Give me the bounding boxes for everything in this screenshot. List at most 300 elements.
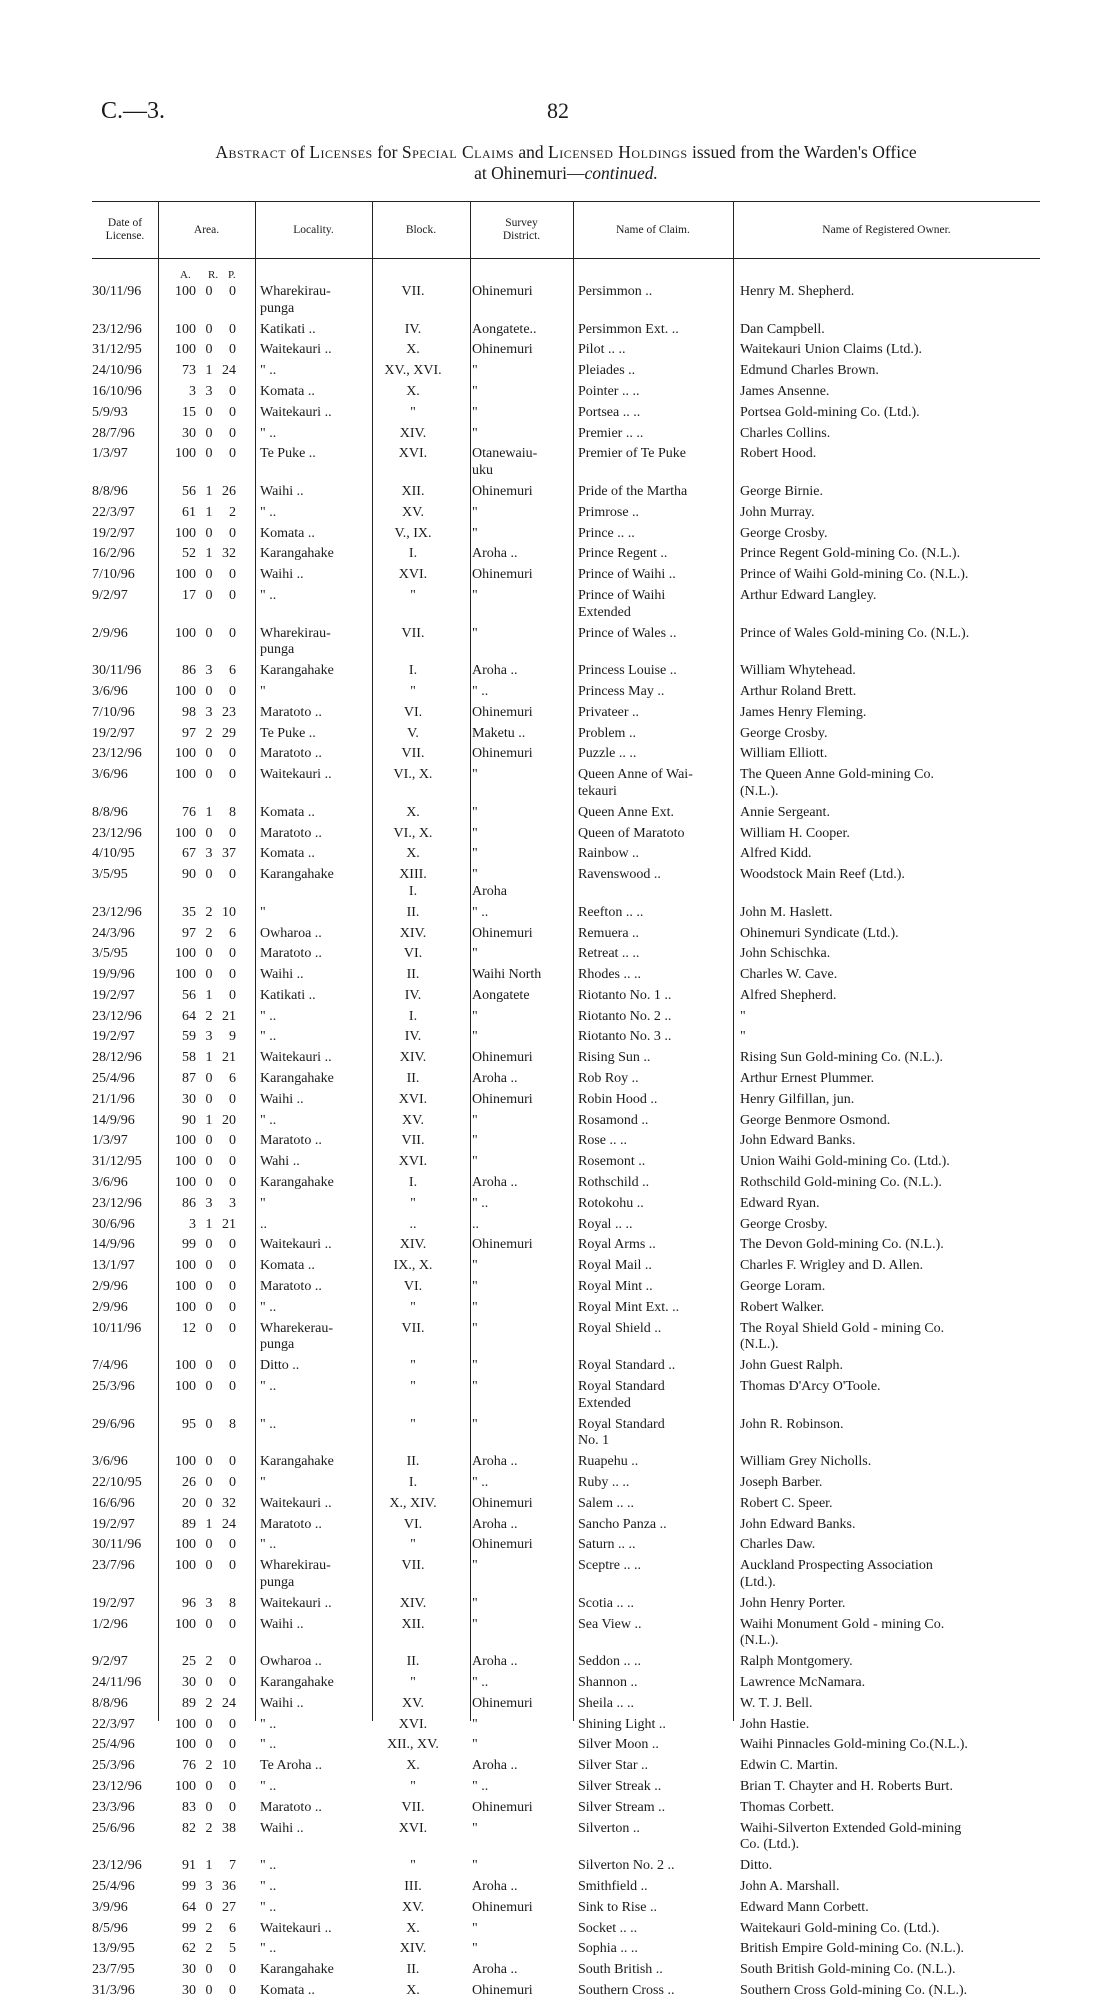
cell-roods: 2 [205,1654,213,1670]
cell-owner: Edmund Charles Brown. [740,363,879,379]
cell-block: VI. [403,704,423,720]
table-row [92,1237,1040,1258]
cell-date: 19/2/97 [92,987,135,1003]
cell-claim-name: Silver Star .. [578,1758,648,1774]
cell-roods: 0 [205,284,213,299]
cell-owner: The Queen Anne Gold-mining Co. (N.L.). [740,767,935,799]
cell-roods: 1 [205,804,213,820]
cell-perches: 24 [222,1695,236,1711]
table-row [92,1258,1040,1279]
cell-date: 14/9/96 [92,1112,135,1128]
cell-block: XIV. [399,1595,427,1611]
cell-block: XVI. [398,1716,428,1732]
title-word: issued from the Warden's Office [691,142,917,162]
table-row [92,967,1040,988]
cell-locality: Karangahake [260,1454,334,1470]
cell-acres: 58 [182,1050,196,1066]
unit-perches: P. [228,269,236,281]
table-row [92,1475,1040,1496]
cell-district: " [472,425,478,441]
cell-locality: " .. [260,1416,277,1432]
cell-acres: 100 [175,1258,196,1274]
cell-claim-name: Royal Mint Ext. .. [578,1299,680,1315]
cell-claim-name: Silver Stream .. [578,1799,666,1815]
cell-claim-name: Prince Regent .. [578,546,668,562]
cell-district: " [472,1379,478,1395]
cell-perches: 0 [229,867,236,883]
cell-date: 23/7/96 [92,1558,135,1574]
cell-acres: 98 [182,704,196,720]
cell-acres: 100 [175,1778,196,1794]
cell-acres: 100 [175,1454,196,1470]
title-continued: continued. [584,163,658,183]
cell-perches: 0 [229,967,236,983]
title-word: of [290,142,305,162]
cell-perches: 0 [229,587,236,603]
table-row [92,1779,1040,1800]
cell-perches: 32 [222,546,236,562]
cell-locality: Katikati .. [260,987,316,1003]
table-row [92,1675,1040,1696]
cell-block: XII. [401,1616,425,1632]
cell-district: Ohinemuri [472,342,533,358]
cell-owner: Arthur Ernest Plummer. [740,1071,875,1087]
cell-district: " [472,1279,478,1295]
cell-roods: 0 [205,1475,213,1491]
cell-roods: 0 [205,1982,213,1998]
cell-acres: 100 [175,1716,196,1732]
cell-roods: 0 [205,1358,213,1374]
cell-owner: John Hastie. [740,1716,810,1732]
cell-district: Waihi North [472,967,542,983]
cell-block: XV. [402,1112,424,1128]
table-row [92,826,1040,847]
cell-block: XIV. [399,925,427,941]
cell-perches: 7 [229,1858,236,1874]
cell-owner: Waihi Pinnacles Gold-mining Co.(N.L.). [740,1737,968,1753]
cell-acres: 100 [175,625,196,641]
col-header-district: Survey District. [502,217,541,242]
cell-date: 23/3/96 [92,1799,135,1815]
cell-perches: 5 [229,1941,236,1957]
cell-roods: 0 [205,946,213,962]
cell-date: 31/3/96 [92,1982,135,1998]
cell-date: 14/9/96 [92,1237,135,1253]
table-row [92,1217,1040,1238]
cell-claim-name: Royal Shield .. [578,1320,662,1336]
cell-owner: George Benmore Osmond. [740,1112,891,1128]
cell-date: 28/12/96 [92,1050,142,1066]
cell-date: 19/2/97 [92,1595,135,1611]
cell-acres: 100 [175,767,196,783]
cell-perches: 0 [229,1654,236,1670]
cell-owner: George Crosby. [740,1216,828,1232]
cell-date: 19/2/97 [92,525,135,541]
cell-roods: 0 [205,446,213,462]
cell-roods: 0 [205,1495,213,1511]
cell-owner: William Grey Nicholls. [740,1454,872,1470]
table-row [92,1717,1040,1738]
cell-block: X. [406,846,420,862]
cell-district: " Aroha [472,867,507,899]
cell-claim-name: Rising Sun .. [578,1050,651,1066]
cell-date: 3/9/96 [92,1899,128,1915]
cell-roods: 3 [205,704,213,720]
cell-claim-name: Queen Anne of Wai- tekauri [578,767,693,799]
cell-claim-name: Pointer .. .. [578,383,640,399]
table-row [92,1071,1040,1092]
cell-block: II. [406,904,420,920]
cell-perches: 36 [222,1878,236,1894]
cell-acres: 100 [175,1279,196,1295]
cell-claim-name: Retreat .. .. [578,946,640,962]
cell-date: 25/4/96 [92,1737,135,1753]
cell-district: " [472,946,478,962]
cell-district: .. [472,1216,479,1232]
cell-owner: Thomas D'Arcy O'Toole. [740,1379,881,1395]
cell-acres: 100 [175,1379,196,1395]
table-row [92,663,1040,684]
table-row [92,705,1040,726]
cell-perches: 10 [222,1758,236,1774]
cell-date: 13/1/97 [92,1258,135,1274]
cell-perches: 8 [229,1416,236,1432]
cell-perches: 10 [222,904,236,920]
cell-roods: 0 [205,1899,213,1915]
cell-date: 30/11/96 [92,663,142,679]
cell-district: Ohinemuri [472,483,533,499]
cell-acres: 62 [182,1941,196,1957]
table-row [92,767,1040,805]
cell-acres: 100 [175,746,196,762]
cell-date: 24/3/96 [92,925,135,941]
cell-locality: Komata .. [260,1982,315,1998]
cell-district: " [472,1133,478,1149]
cell-acres: 17 [182,587,196,603]
cell-block: VII. [401,746,425,762]
cell-district: Aroha .. [472,546,518,562]
table-row [92,867,1040,905]
cell-acres: 56 [182,987,196,1003]
cell-date: 1/2/96 [92,1616,128,1632]
cell-locality: Waihi .. [260,1820,304,1836]
col-header-owner: Name of Registered Owner. [822,223,951,236]
cell-owner: Thomas Corbett. [740,1799,835,1815]
table-row [92,1154,1040,1175]
cell-owner: George Birnie. [740,483,823,499]
cell-district: Ohinemuri [472,1237,533,1253]
cell-owner: John R. Robinson. [740,1416,844,1432]
table-row [92,1558,1040,1596]
cell-locality: Komata .. [260,804,315,820]
cell-locality: " .. [260,363,277,379]
cell-roods: 0 [205,683,213,699]
cell-roods: 2 [205,1008,213,1024]
cell-acres: 99 [182,1878,196,1894]
cell-date: 3/5/95 [92,946,128,962]
cell-claim-name: Saturn .. .. [578,1537,636,1553]
cell-owner: Woodstock Main Reef (Ltd.). [740,867,905,883]
cell-owner: Charles Collins. [740,425,831,441]
cell-claim-name: Portsea .. .. [578,404,641,420]
cell-perches: 24 [222,363,236,379]
table-row [92,505,1040,526]
cell-locality: Waitekauri .. [260,1595,332,1611]
cell-block: VII. [401,1320,425,1336]
cell-roods: 1 [205,1112,213,1128]
cell-perches: 6 [229,663,236,679]
cell-date: 19/2/97 [92,1516,135,1532]
table-row [92,1696,1040,1717]
cell-district: " [472,625,478,641]
cell-owner: Rothschild Gold-mining Co. (N.L.). [740,1175,942,1191]
cell-block: XII., XV. [387,1737,439,1753]
cell-claim-name: Rothschild .. [578,1175,650,1191]
cell-claim-name: Southern Cross .. [578,1982,675,1998]
cell-roods: 0 [205,1962,213,1978]
cell-perches: 0 [229,746,236,762]
cell-district: " [472,804,478,820]
table-row [92,1537,1040,1558]
cell-owner: Southern Cross Gold-mining Co. (N.L.). [740,1982,968,1998]
cell-claim-name: Rainbow .. [578,846,640,862]
cell-roods: 2 [205,1920,213,1936]
cell-claim-name: Seddon .. .. [578,1654,641,1670]
cell-block: VII. [401,1133,425,1149]
cell-roods: 1 [205,363,213,379]
cell-district: Ohinemuri [472,1899,533,1915]
cell-block: " [410,1416,416,1432]
cell-roods: 0 [205,567,213,583]
cell-district: Aongatete [472,987,530,1003]
cell-date: 19/2/97 [92,725,135,741]
cell-date: 3/5/95 [92,867,128,883]
cell-date: 7/10/96 [92,567,135,583]
cell-perches: 32 [222,1495,236,1511]
cell-roods: 0 [205,404,213,420]
cell-block: IV. [404,1029,422,1045]
cell-district: " [472,363,478,379]
cell-roods: 0 [205,1279,213,1295]
cell-district: " .. [472,1475,489,1491]
cell-locality: " .. [260,1537,277,1553]
cell-roods: 3 [205,1029,213,1045]
cell-date: 19/9/96 [92,967,135,983]
cell-roods: 0 [205,1716,213,1732]
table-row [92,1358,1040,1379]
cell-district: " [472,525,478,541]
cell-district: Aroha .. [472,1878,518,1894]
cell-block: XIV. [399,1941,427,1957]
table-row [92,284,1040,322]
cell-date: 7/10/96 [92,704,135,720]
cell-owner: Robert C. Speer. [740,1495,833,1511]
cell-claim-name: Socket .. .. [578,1920,638,1936]
cell-locality: Wharekirau- punga [260,284,331,316]
cell-perches: 21 [222,1216,236,1232]
cell-locality: Wharekerau- punga [260,1320,334,1353]
cell-date: 31/12/95 [92,1154,142,1170]
table-row [92,846,1040,867]
title-word: Special Claims [401,142,515,162]
cell-roods: 0 [205,1133,213,1149]
cell-locality: Maratoto .. [260,1133,322,1149]
cell-locality: Karangahake [260,663,334,679]
cell-block: " [410,1379,416,1395]
cell-district: " [472,1358,478,1374]
cell-acres: 25 [182,1654,196,1670]
cell-district: Aroha .. [472,1758,518,1774]
cell-roods: 0 [205,746,213,762]
table-row [92,726,1040,747]
cell-perches: 0 [229,342,236,358]
cell-date: 28/7/96 [92,425,135,441]
cell-date: 5/9/93 [92,404,128,420]
table-row [92,905,1040,926]
cell-block: IX., X. [393,1258,433,1274]
cell-locality: Katikati .. [260,321,316,337]
cell-block: XVI. [398,446,428,462]
table-row [92,342,1040,363]
cell-locality: " .. [260,1112,277,1128]
cell-perches: 0 [229,1379,236,1395]
cell-roods: 3 [205,663,213,679]
cell-acres: 100 [175,1558,196,1574]
cell-locality: .. [260,1216,267,1232]
cell-date: 30/11/96 [92,1537,142,1553]
table-row [92,1379,1040,1417]
cell-acres: 12 [182,1320,196,1336]
cell-acres: 90 [182,1112,196,1128]
cell-owner: Ohinemuri Syndicate (Ltd.). [740,925,899,941]
cell-acres: 100 [175,1175,196,1191]
table-row [92,946,1040,967]
cell-block: XVI. [398,567,428,583]
cell-acres: 86 [182,663,196,679]
cell-date: 23/12/96 [92,825,142,841]
cell-acres: 83 [182,1799,196,1815]
cell-claim-name: Prince of Wales .. [578,625,677,641]
cell-perches: 0 [229,1982,236,1998]
cell-roods: 1 [205,1050,213,1066]
cell-owner: John Edward Banks. [740,1133,856,1149]
cell-claim-name: Rhodes .. .. [578,967,641,983]
cell-block: I. [408,1008,418,1024]
cell-claim-name: Pleiades .. [578,363,636,379]
cell-block: " [410,1195,416,1211]
cell-roods: 0 [205,1416,213,1432]
cell-date: 30/11/96 [92,284,142,299]
cell-acres: 30 [182,1982,196,1998]
cell-locality: Owharoa .. [260,925,322,941]
cell-roods: 1 [205,1516,213,1532]
cell-owner: John Murray. [740,504,815,520]
cell-perches: 0 [229,1279,236,1295]
cell-claim-name: Silverton .. [578,1820,640,1836]
cell-roods: 1 [205,987,213,1003]
cell-perches: 0 [229,1674,236,1690]
cell-locality: " .. [260,1716,277,1732]
table-row [92,426,1040,447]
cell-roods: 0 [205,1558,213,1574]
cell-block: " [410,1858,416,1874]
cell-date: 22/3/97 [92,504,135,520]
cell-district: " [472,825,478,841]
cell-perches: 0 [229,625,236,641]
cell-locality: " .. [260,1029,277,1045]
cell-acres: 89 [182,1516,196,1532]
cell-locality: " .. [260,1878,277,1894]
cell-owner: Prince of Waihi Gold-mining Co. (N.L.). [740,567,969,583]
cell-roods: 3 [205,1595,213,1611]
table-row [92,1050,1040,1071]
cell-perches: 6 [229,1920,236,1936]
cell-perches: 0 [229,825,236,841]
table-row [92,446,1040,484]
cell-locality: " .. [260,504,277,520]
title-word: Licensed Holdings [548,142,688,162]
cell-perches: 6 [229,1071,236,1087]
page-number: 82 [547,98,569,123]
cell-acres: 100 [175,1299,196,1315]
cell-date: 2/9/96 [92,1279,128,1295]
cell-claim-name: Royal Standard No. 1 [578,1416,665,1449]
cell-owner: James Ansenne. [740,383,830,399]
cell-district: " .. [472,1778,489,1794]
table-row [92,1454,1040,1475]
cell-locality: Komata .. [260,1258,315,1274]
cell-owner: Edward Ryan. [740,1195,820,1211]
cell-acres: 61 [182,504,196,520]
cell-owner: Rising Sun Gold-mining Co. (N.L.). [740,1050,944,1066]
cell-district: " [472,1616,478,1632]
cell-block: III. [404,1878,422,1894]
cell-locality: " [260,683,266,699]
cell-roods: 2 [205,1758,213,1774]
cell-perches: 0 [229,404,236,420]
cell-date: 10/11/96 [92,1320,142,1336]
cell-block: " [410,683,416,699]
cell-locality: Te Puke .. [260,725,316,741]
cell-claim-name: Royal .. .. [578,1216,633,1232]
cell-block: X. [406,342,420,358]
cell-block: " [410,1299,416,1315]
cell-perches: 0 [229,1616,236,1632]
cell-roods: 0 [205,425,213,441]
cell-claim-name: Rose .. .. [578,1133,627,1149]
cell-district: " [472,404,478,420]
cell-block: I. [408,546,418,562]
cell-owner: John Schischka. [740,946,831,962]
cell-roods: 0 [205,767,213,783]
cell-perches: 8 [229,1595,236,1611]
cell-district: " .. [472,904,489,920]
cell-owner: Auckland Prospecting Association (Ltd.). [740,1558,933,1590]
cell-locality: Komata .. [260,846,315,862]
cell-acres: 59 [182,1029,196,1045]
cell-perches: 24 [222,1516,236,1532]
cell-acres: 100 [175,825,196,841]
cell-owner: The Royal Shield Gold - mining Co. (N.L.). [740,1320,945,1353]
cell-date: 30/6/96 [92,1216,135,1232]
cell-claim-name: Prince of Waihi .. [578,567,676,583]
cell-block: VII. [401,284,425,299]
cell-date: 23/12/96 [92,1858,142,1874]
cell-acres: 100 [175,446,196,462]
cell-block: X. [406,1982,420,1998]
cell-locality: Wharekirau- punga [260,1558,331,1590]
cell-locality: Maratoto .. [260,946,322,962]
